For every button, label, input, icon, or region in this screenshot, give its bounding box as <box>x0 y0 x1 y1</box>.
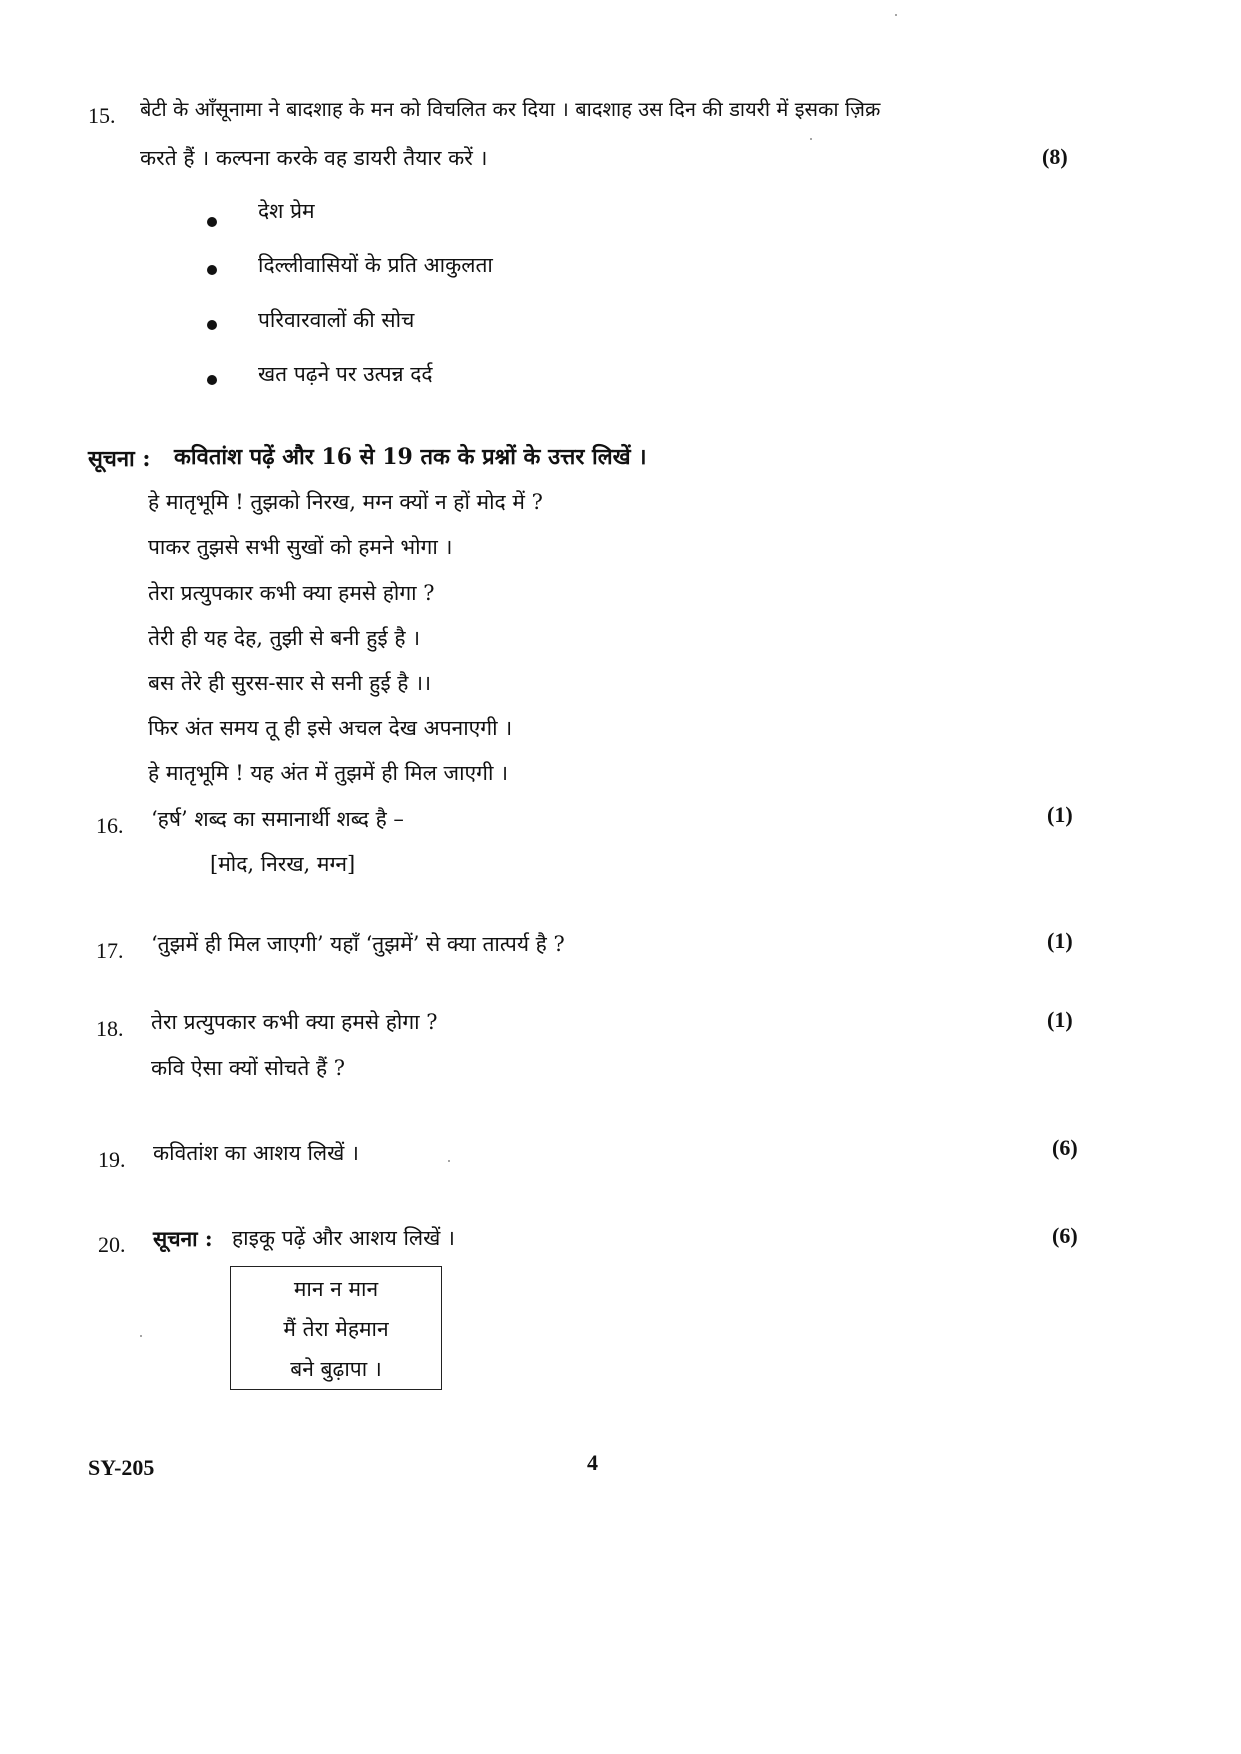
poem-line-6: फिर अंत समय तू ही इसे अचल देख अपनाएगी । <box>148 716 513 740</box>
bullet-icon <box>207 265 217 275</box>
scan-speck <box>140 1335 142 1337</box>
q15-text-line2: करते हैं । कल्पना करके वह डायरी तैयार करें । <box>140 146 488 170</box>
scan-speck <box>895 14 897 16</box>
q19-number: 19. <box>98 1147 126 1172</box>
haiku-line-3: बने बुढ़ापा । <box>290 1357 382 1381</box>
q20-text: हाइकू पढ़ें और आशय लिखें । <box>232 1226 455 1250</box>
bullet-icon <box>207 320 217 330</box>
poem-line-4: तेरी ही यह देह, तुझी से बनी हुई है । <box>148 626 421 650</box>
poem-line-5: बस तेरे ही सुरस-सार से सनी हुई है ।। <box>148 671 432 695</box>
notice-text: कवितांश पढ़ें और 16 से 19 तक के प्रश्नों के उत्तर लिखें । <box>174 444 647 470</box>
q15-bullet-1: देश प्रेम <box>258 199 315 223</box>
q16-marks: (1) <box>1047 802 1073 827</box>
q18-text-line2: कवि ऐसा क्यों सोचते हैं ? <box>151 1056 346 1080</box>
footer-paper-code: SY-205 <box>88 1455 155 1480</box>
haiku-line-1: मान न मान <box>293 1277 379 1301</box>
bullet-icon <box>207 217 217 227</box>
q16-options: [मोद, निरख, मग्न] <box>210 852 356 876</box>
poem-line-7: हे मातृभूमि ! यह अंत में तुझमें ही मिल जाएगी । <box>148 761 509 785</box>
q16-number: 16. <box>96 813 124 838</box>
q15-text-line1: बेटी के आँसूनामा ने बादशाह के मन को विचलित कर दिया । बादशाह उस दिन की डायरी में इसका ज़िक्र <box>140 97 881 121</box>
haiku-line-2: मैं तेरा मेहमान <box>283 1317 389 1341</box>
q15-marks: (8) <box>1042 144 1068 169</box>
q18-marks: (1) <box>1047 1007 1073 1032</box>
q15-bullet-2: दिल्लीवासियों के प्रति आकुलता <box>258 253 493 277</box>
scan-speck <box>810 138 812 140</box>
q18-text-line1: तेरा प्रत्युपकार कभी क्या हमसे होगा ? <box>151 1010 438 1034</box>
q16-text: ‘हर्ष’ शब्द का समानार्थी शब्द है – <box>151 807 404 831</box>
notice-label: सूचना : <box>88 446 151 472</box>
poem-line-2: पाकर तुझसे सभी सुखों को हमने भोगा । <box>148 535 453 559</box>
scan-speck <box>448 1160 450 1162</box>
q17-text: ‘तुझमें ही मिल जाएगी’ यहाँ ‘तुझमें’ से क्या तात्पर्य है ? <box>151 932 565 956</box>
bullet-icon <box>207 375 217 385</box>
q20-notice-label: सूचना : <box>153 1226 213 1251</box>
poem-line-3: तेरा प्रत्युपकार कभी क्या हमसे होगा ? <box>148 581 435 605</box>
q17-marks: (1) <box>1047 928 1073 953</box>
q19-marks: (6) <box>1052 1135 1078 1160</box>
q15-bullet-4: खत पढ़ने पर उत्पन्न दर्द <box>258 362 433 386</box>
haiku-box <box>230 1266 442 1390</box>
poem-line-1: हे मातृभूमि ! तुझको निरख, मग्न क्यों न हों मोद में ? <box>148 490 543 514</box>
q15-bullet-3: परिवारवालों की सोच <box>258 308 415 332</box>
footer-page-number: 4 <box>587 1450 598 1475</box>
q19-text: कवितांश का आशय लिखें । <box>153 1141 359 1165</box>
q20-number: 20. <box>98 1232 126 1257</box>
q20-marks: (6) <box>1052 1223 1078 1248</box>
q18-number: 18. <box>96 1016 124 1041</box>
q15-number: 15. <box>88 103 116 128</box>
q17-number: 17. <box>96 938 124 963</box>
